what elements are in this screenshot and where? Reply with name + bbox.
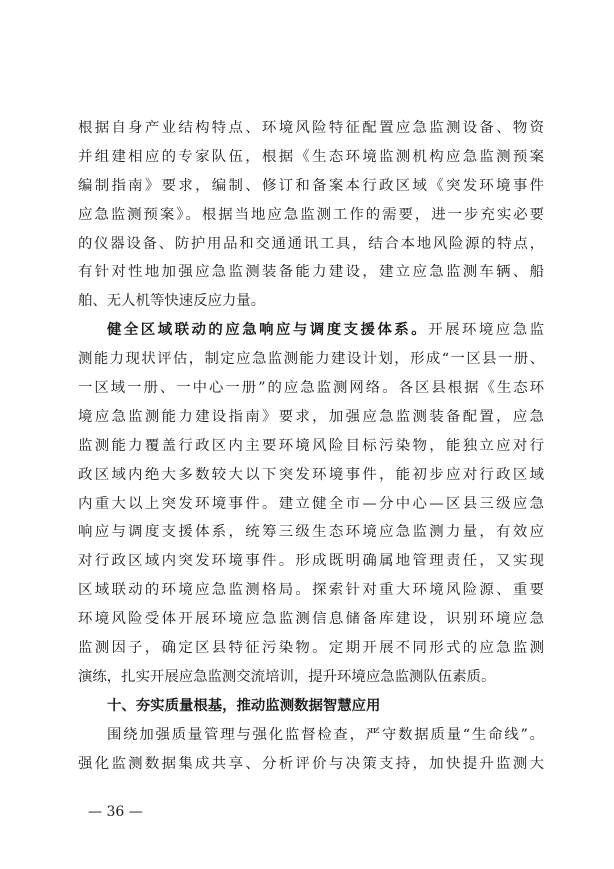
text-line: 有针对性地加强应急监测装备能力建设，建立应急监测车辆、船: [78, 264, 544, 281]
text-line: 区域联动的环境应急监测格局。探索针对重大环境风险源、重要: [78, 582, 544, 599]
text-line: 围绕加强质量管理与强化监督检查，严守数据质量“生命线”。: [107, 726, 544, 743]
paragraph-lead-rest: 开展环境应急监: [428, 322, 544, 339]
text-line: 测能力现状评估，制定应急监测能力建设计划，形成“一区县一册、: [78, 351, 544, 368]
paragraph-quality: [78, 721, 544, 779]
text-line: 内重大以上突发环境事件。建立健全市—分中心—区县三级应急: [78, 495, 544, 512]
text-line: 监测能力覆盖行政区内主要环境风险目标污染物，能独立应对行: [78, 437, 544, 454]
text-line: 响应与调度支援体系，统筹三级生态环境应急监测力量，有效应: [78, 524, 544, 541]
text-line: 根据自身产业结构特点、环境风险特征配置应急监测设备、物资: [78, 120, 544, 136]
body-text: [78, 114, 544, 778]
text-line: 对行政区域内突发环境事件。形成既明确属地管理责任，又实现: [78, 553, 544, 570]
text-line: 境应急监测能力建设指南》要求，加强应急监测装备配置，应急: [78, 408, 544, 425]
paragraph-continued: [78, 114, 544, 316]
text-line: 的仪器设备、防护用品和交通通讯工具，结合本地风险源的特点，: [78, 235, 544, 252]
paragraph-lead: 健全区域联动的应急响应与调度支援体系。: [107, 321, 429, 339]
text-line: 一区域一册、一中心一册”的应急监测网络。各区县根据《生态环: [78, 380, 544, 397]
text-line: 政区域内绝大多数较大以下突发环境事件，能初步应对行政区域: [78, 466, 544, 483]
text-line: 强化监测数据集成共享、分析评价与决策支持，加快提升监测大: [78, 755, 544, 772]
paragraph-emergency-response: [78, 316, 544, 692]
text-line: 环境风险受体开展环境应急监测信息储备库建设，识别环境应急: [78, 611, 544, 628]
text-line: 舶、无人机等快速反应力量。: [78, 293, 266, 310]
text-line: 并组建相应的专家队伍，根据《生态环境监测机构应急监测预案: [78, 148, 544, 165]
text-line: 监测因子，确定区县特征污染物。定期开展不同形式的应急监测: [78, 640, 544, 657]
section-heading: 十、夯实质量根基，推动监测数据智慧应用: [107, 697, 381, 714]
text-line: 编制指南》要求，编制、修订和备案本行政区域《突发环境事件: [78, 177, 544, 194]
page-number: — 36 —: [88, 804, 143, 820]
text-line: 应急监测预案》。根据当地应急监测工作的需要，进一步充实必要: [78, 206, 544, 223]
text-line: [78, 316, 544, 345]
text-line: 演练，扎实开展应急监测交流培训，提升环境应急监测队伍素质。: [78, 668, 496, 685]
